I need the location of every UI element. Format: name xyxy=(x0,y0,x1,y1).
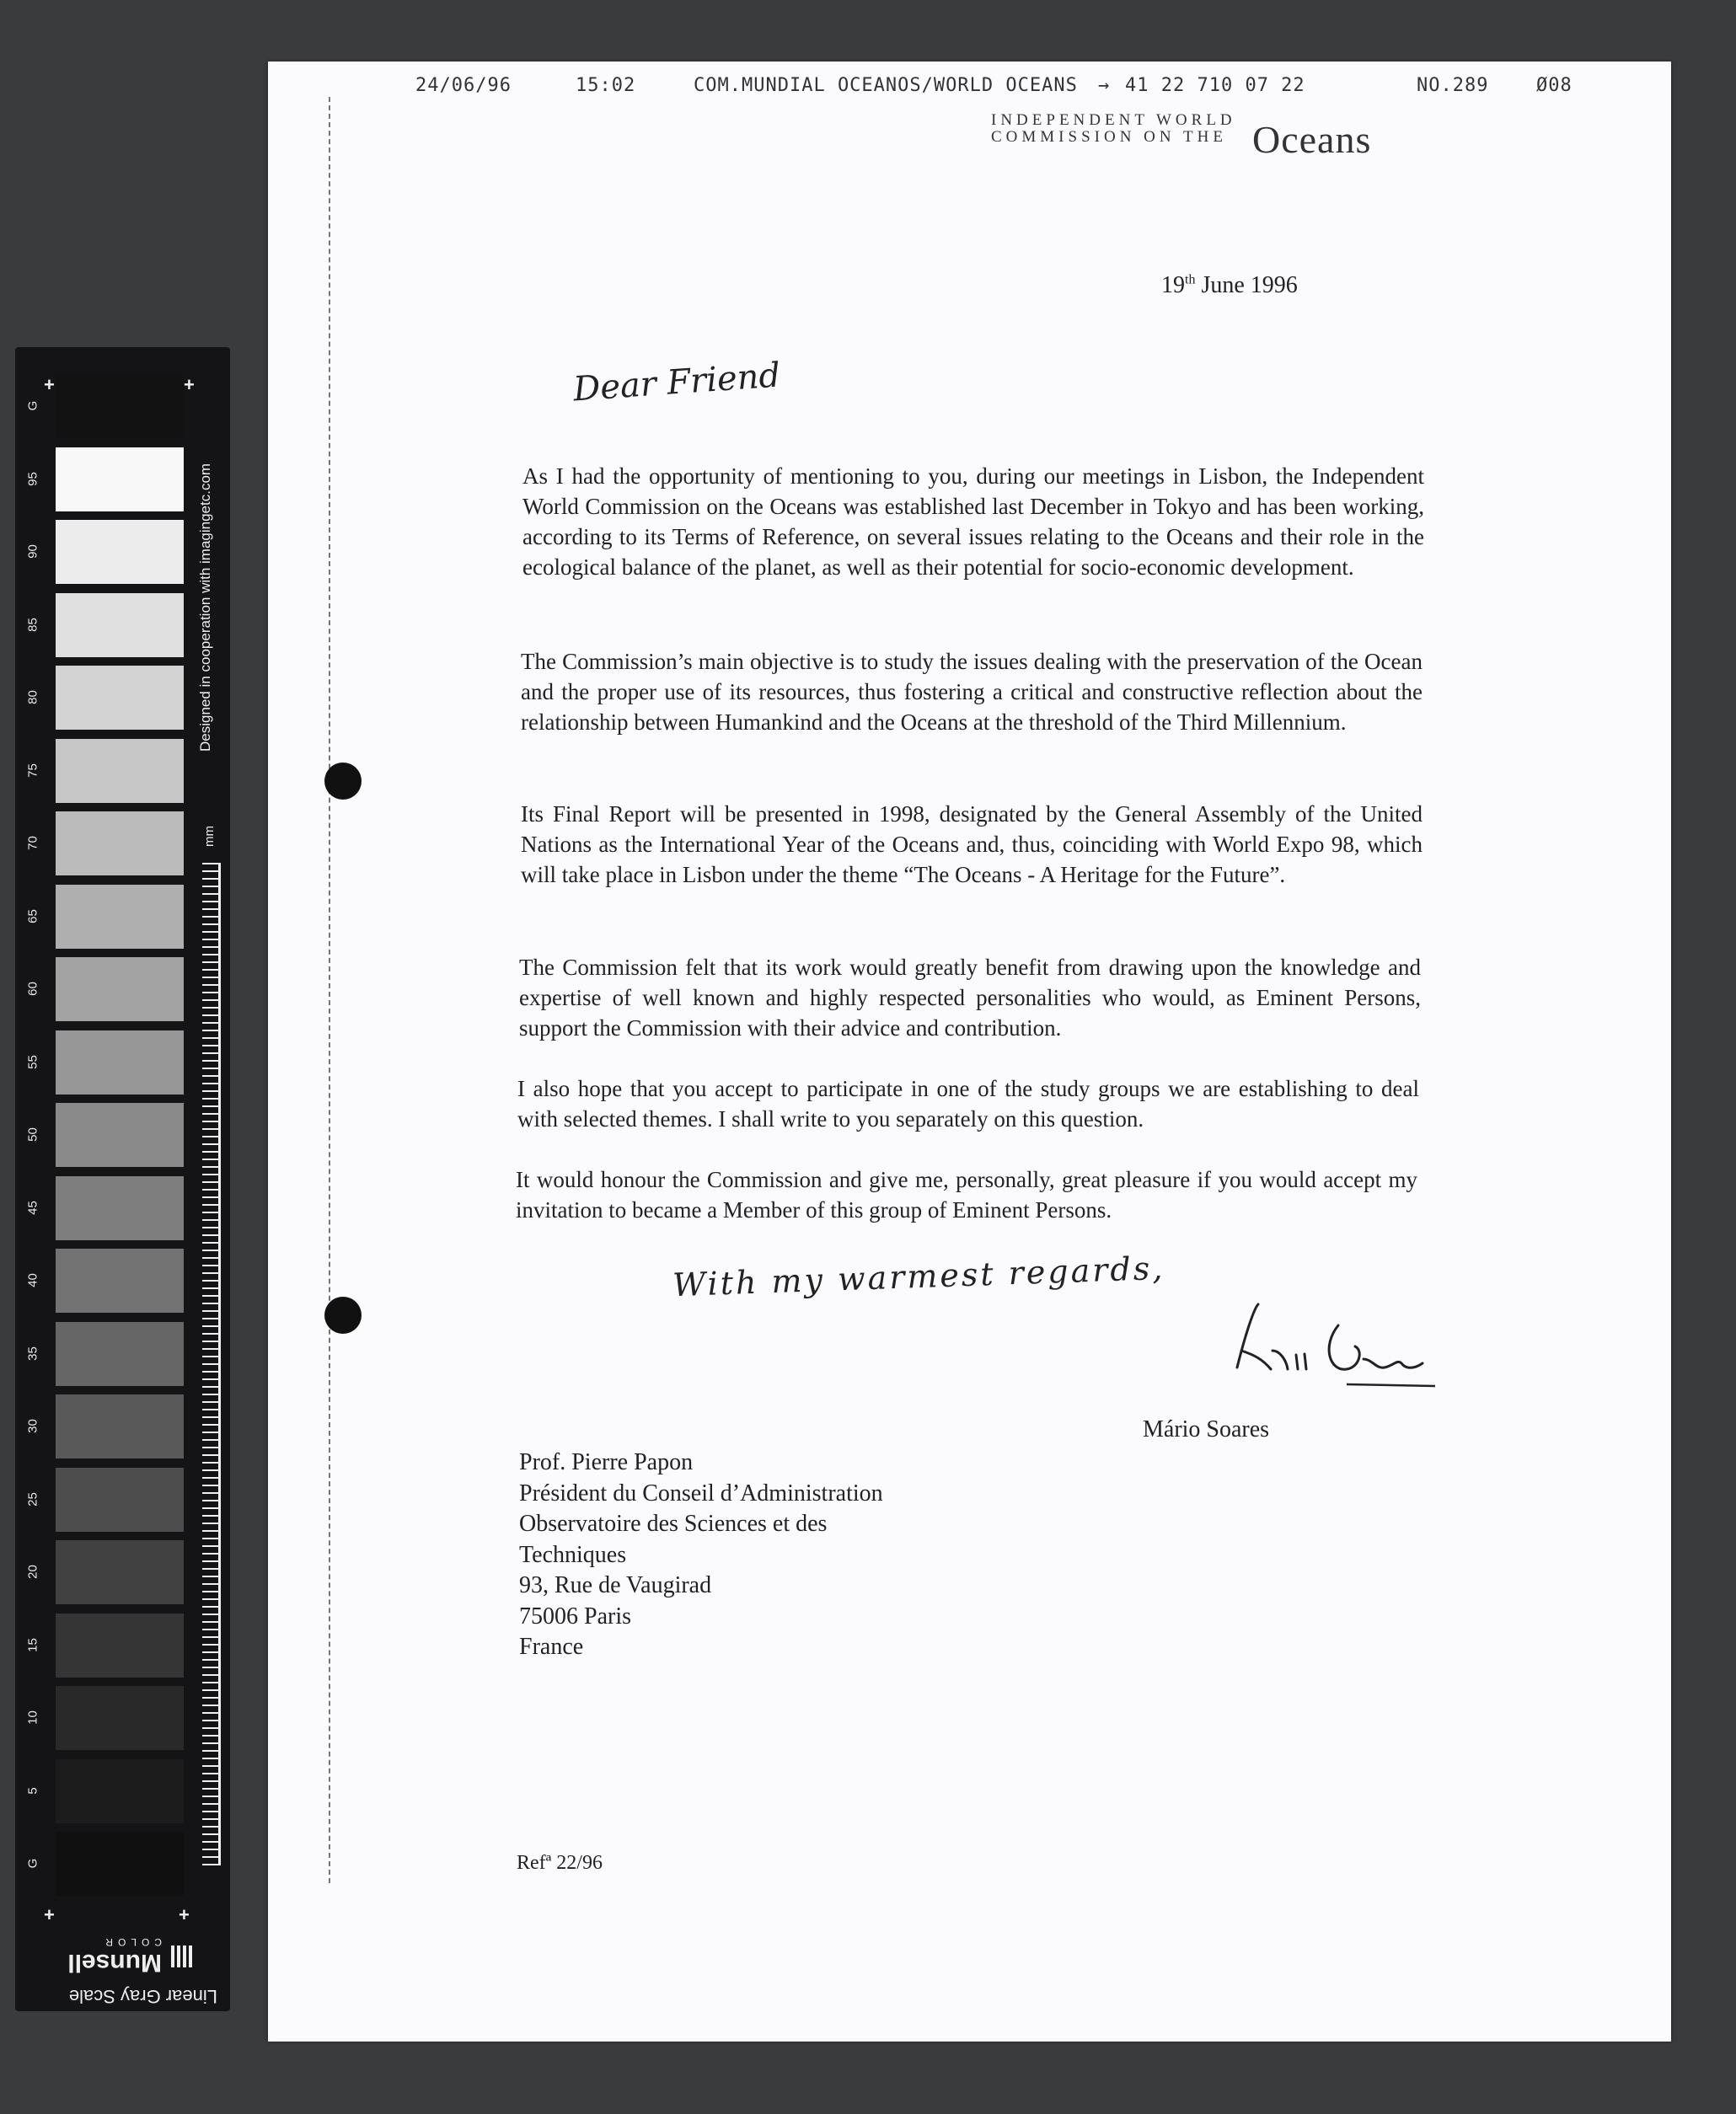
signer-name: Mário Soares xyxy=(1143,1416,1270,1442)
ruler-edge xyxy=(218,863,221,1865)
gray-patch-label: 90 xyxy=(25,544,40,559)
gray-patch-label: 40 xyxy=(25,1273,40,1287)
brand-sub: COLOR xyxy=(100,1936,162,1948)
letterhead-line2: COMMISSION ON THE xyxy=(991,128,1227,146)
recipient-line: 75006 Paris xyxy=(519,1603,631,1630)
gray-patch-label: 20 xyxy=(25,1565,40,1579)
gray-patch-label: 55 xyxy=(25,1054,40,1069)
plus-mark: + xyxy=(184,374,195,395)
fax-header xyxy=(415,75,1612,109)
date-day: 19 xyxy=(1161,272,1185,298)
gray-patch-label: G xyxy=(25,400,40,411)
reference-number: Refª 22/96 xyxy=(517,1852,603,1874)
gray-patch xyxy=(56,1322,184,1386)
punch-hole xyxy=(324,763,362,800)
paragraph-6: It would honour the Commission and give me, personally, great pleasure if you would accept my invitation to became a Member of this group of Eminent Persons. xyxy=(516,1167,1417,1223)
gray-patch-label: 75 xyxy=(25,763,40,778)
gray-patch-label: 85 xyxy=(25,617,40,632)
plus-mark: + xyxy=(179,1904,190,1925)
recipient-line: Président du Conseil d’Administration xyxy=(519,1480,883,1507)
gray-patch-label: G xyxy=(25,1858,40,1869)
paragraph-5: I also hope that you accept to participate in one of the study groups we are establishing to deal with selected themes. I shall write to you separately on this question. xyxy=(517,1076,1419,1132)
gray-patch xyxy=(56,1468,184,1532)
recipient-line: Observatoire des Sciences et des xyxy=(519,1511,828,1537)
recipient-address xyxy=(519,1448,883,1663)
recipient-line: Techniques xyxy=(519,1541,627,1568)
ruler-unit: mm xyxy=(202,826,217,847)
scale-title: Linear Gray Scale xyxy=(68,1986,217,2007)
fax-time: 15:02 xyxy=(576,75,636,96)
gray-patch xyxy=(56,957,184,1021)
gray-patch xyxy=(56,1394,184,1458)
munsell-brand xyxy=(40,1936,192,1977)
gray-patch xyxy=(56,374,184,438)
paragraph-4: The Commission felt that its work would greatly benefit from drawing upon the knowledge and expertise of well known and highly respected personalities who would, as Eminent Persons, support the Commission with their advice and contribution. xyxy=(519,955,1421,1041)
gray-patch-label: 15 xyxy=(25,1637,40,1652)
gray-patch xyxy=(56,1759,184,1823)
gray-patch xyxy=(56,739,184,803)
gray-patch xyxy=(56,666,184,730)
recipient-line: France xyxy=(519,1634,584,1660)
gray-patch-label: 95 xyxy=(25,471,40,486)
gray-patch-label: 70 xyxy=(25,836,40,850)
fax-page: Ø08 xyxy=(1536,75,1573,96)
gray-patch xyxy=(56,1103,184,1167)
gray-patch-label: 5 xyxy=(25,1786,40,1795)
signature xyxy=(1220,1300,1439,1397)
gray-patch xyxy=(56,885,184,949)
gray-patch xyxy=(56,520,184,584)
gray-patch-label: 80 xyxy=(25,690,40,704)
arrow-icon: → xyxy=(1098,75,1111,96)
letterhead-line1: INDEPENDENT WORLD xyxy=(991,111,1236,129)
scale-title-block xyxy=(40,1936,217,2007)
paragraph-1: As I had the opportunity of mentioning to you, during our meetings in Lisbon, the Independent World Commission on the Oceans was established last December in Tokyo and has been working, according to its Terms of Reference, on several issues relating to the Oceans and their role in the ecological balance of the planet, as well as their potential for socio-economic development. xyxy=(522,463,1424,580)
gray-patch-label: 35 xyxy=(25,1346,40,1361)
fax-date: 24/06/96 xyxy=(415,75,512,96)
fax-no: NO.289 xyxy=(1417,75,1489,96)
gray-patch xyxy=(56,1249,184,1313)
paragraph-2: The Commission’s main objective is to study the issues dealing with the preservation of the Ocean and the proper use of its resources, thus fostering a critical and constructive reflection about the relationship between Humankind and the Oceans at the threshold of the Third Millennium. xyxy=(521,649,1423,735)
gray-patch xyxy=(56,1614,184,1678)
gray-patch-label: 30 xyxy=(25,1419,40,1433)
gray-patch xyxy=(56,447,184,511)
recipient-line: 93, Rue de Vaugirad xyxy=(519,1572,712,1598)
recipient-line: Prof. Pierre Papon xyxy=(519,1449,694,1475)
fax-sender: COM.MUNDIAL OCEANOS/WORLD OCEANS xyxy=(694,75,1078,96)
punch-hole xyxy=(324,1297,362,1334)
gray-patch xyxy=(56,1540,184,1604)
salutation: Dear Friend xyxy=(571,356,782,409)
paragraph-3: Its Final Report will be presented in 1998, designated by the General Assembly of the United Nations as the International Year of the Oceans and, thus, coinciding with World Expo 98, which will take place in Lisbon under the theme “The Oceans - A Heritage for the Future”. xyxy=(521,801,1423,887)
date-rest: June 1996 xyxy=(1195,272,1298,298)
letterhead-oceans: Oceans xyxy=(1252,118,1372,161)
plus-mark: + xyxy=(44,1904,55,1925)
plus-mark: + xyxy=(44,374,55,395)
gray-patch-label: 50 xyxy=(25,1127,40,1142)
gray-patch xyxy=(56,811,184,875)
credit-text: Designed in cooperation with imagingetc.com xyxy=(197,463,213,752)
date-suffix: th xyxy=(1185,272,1196,287)
closing-handwritten: With my warmest regards, xyxy=(672,1249,1165,1304)
letterhead xyxy=(991,112,1429,171)
munsell-logo-icon xyxy=(170,1945,192,1967)
gray-patch xyxy=(56,1686,184,1750)
ruler xyxy=(202,863,221,1865)
gray-patch-label: 65 xyxy=(25,908,40,923)
gray-patch xyxy=(56,1832,184,1896)
gray-patch xyxy=(56,1030,184,1094)
gray-patch xyxy=(56,593,184,657)
gray-scale-card xyxy=(15,347,230,2011)
margin-dashed-line xyxy=(329,97,330,1883)
gray-patch-label: 60 xyxy=(25,982,40,996)
letter-page xyxy=(268,62,1671,2042)
gray-patch-label: 25 xyxy=(25,1491,40,1507)
gray-patch xyxy=(56,1176,184,1240)
brand-name: Munsell xyxy=(67,1949,162,1977)
fax-number: 41 22 710 07 22 xyxy=(1125,75,1305,96)
letter-date xyxy=(1161,272,1298,299)
gray-patch-label: 45 xyxy=(25,1200,40,1215)
gray-patch-label: 10 xyxy=(25,1710,40,1725)
